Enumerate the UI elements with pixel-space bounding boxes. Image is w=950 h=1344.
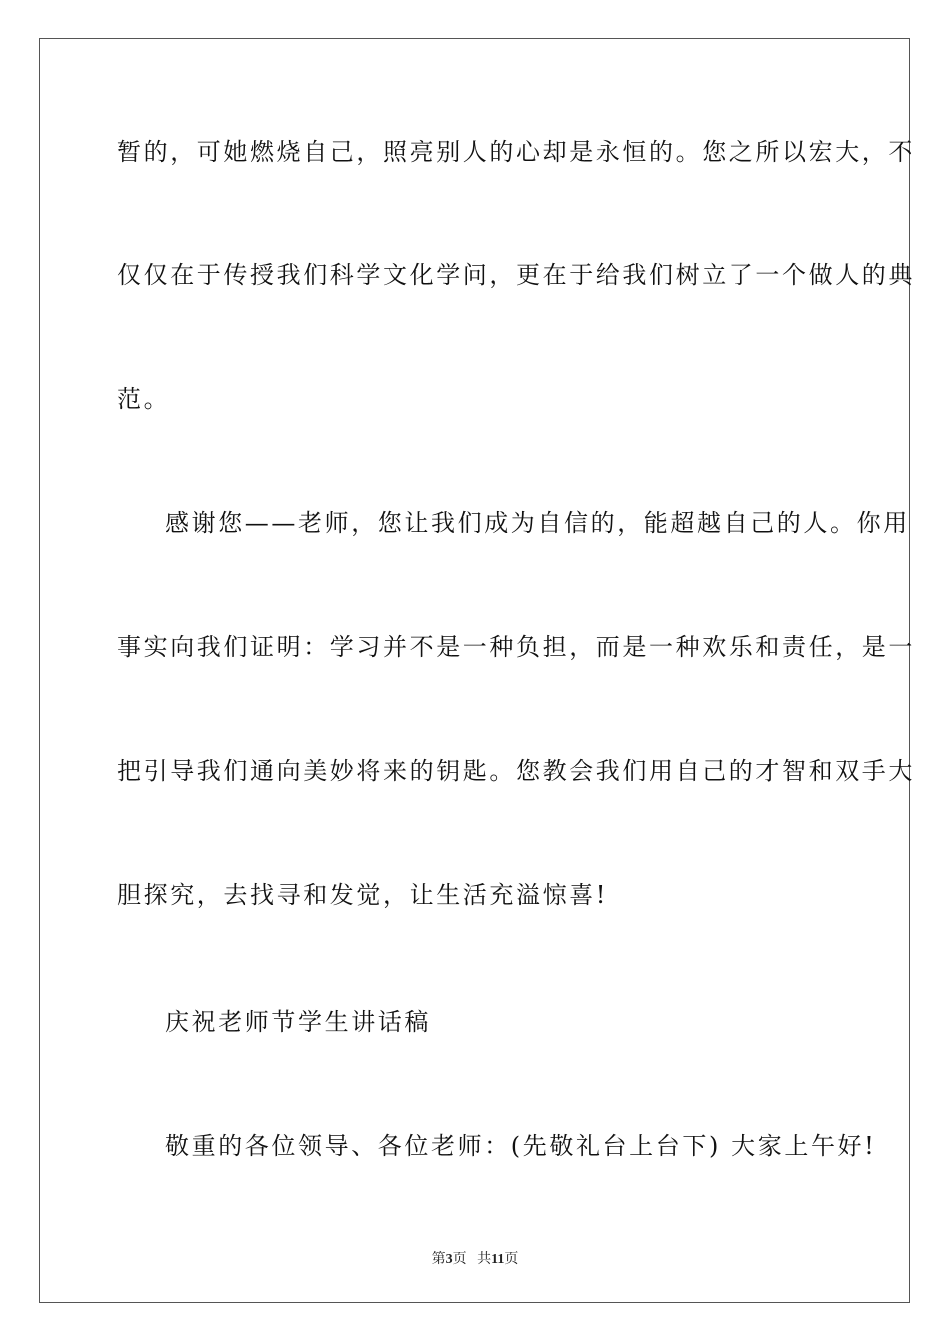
footer-page-number: 3	[445, 1252, 453, 1267]
section-heading: 庆祝老师节学生讲话稿	[165, 1008, 431, 1036]
text-line-3: 范。	[117, 385, 171, 413]
text-line-2: 仅仅在于传授我们科学文化学问，更在于给我们树立了一个做人的典	[117, 261, 915, 289]
page-footer	[0, 1248, 950, 1268]
text-line-5: 事实向我们证明：学习并不是一种负担，而是一种欢乐和责任，是一	[117, 633, 915, 661]
text-line-6: 把引导我们通向美妙将来的钥匙。您教会我们用自己的才智和双手大	[117, 757, 915, 785]
page-border	[39, 38, 910, 1303]
text-line-7: 胆探究，去找寻和发觉，让生活充溢惊喜!	[117, 881, 609, 909]
footer-total-pages: 11	[491, 1252, 505, 1267]
text-line-4: 感谢您——老师，您让我们成为自信的，能超越自己的人。你用	[165, 509, 910, 537]
footer-suffix: 页	[504, 1252, 519, 1267]
footer-mid: 页 共	[452, 1252, 492, 1267]
text-line-1: 暂的，可她燃烧自己，照亮别人的心却是永恒的。您之所以宏大，不	[117, 138, 915, 166]
text-line-9: 敬重的各位领导、各位老师：(先敬礼台上台下) 大家上午好!	[165, 1132, 877, 1160]
footer-prefix: 第	[431, 1252, 446, 1267]
